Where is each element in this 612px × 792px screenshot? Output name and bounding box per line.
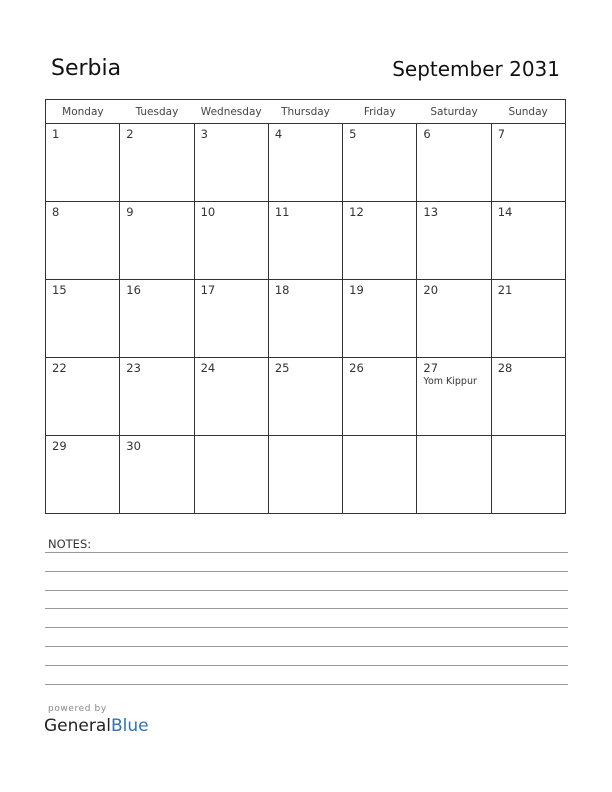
day-number: 12 <box>349 205 364 219</box>
day-number: 20 <box>423 283 439 297</box>
day-cell <box>194 358 268 436</box>
day-cell <box>417 358 491 436</box>
day-cell <box>343 202 417 280</box>
day-number: 10 <box>200 205 216 219</box>
day-number: 21 <box>497 283 513 297</box>
brand-first: General <box>44 716 111 736</box>
weekday-header-row <box>46 100 566 124</box>
day-cell <box>194 124 268 202</box>
note-line <box>45 552 568 553</box>
week-row <box>46 202 566 280</box>
notes-label: NOTES: <box>48 537 92 551</box>
week-row <box>46 436 566 514</box>
day-number: 14 <box>497 205 513 219</box>
day-number: 11 <box>274 205 290 219</box>
day-cell <box>120 202 194 280</box>
day-cell <box>46 280 120 358</box>
day-number: 30 <box>126 439 141 453</box>
day-cell <box>343 124 417 202</box>
day-number: 26 <box>349 361 364 375</box>
day-number: 28 <box>497 361 513 375</box>
day-number: 6 <box>423 127 431 141</box>
day-cell <box>491 202 565 280</box>
note-line <box>45 665 568 666</box>
day-cell <box>343 436 417 514</box>
day-number: 19 <box>349 283 364 297</box>
note-line <box>45 646 568 647</box>
day-cell <box>491 436 565 514</box>
day-number: 16 <box>126 283 141 297</box>
holiday-label: Yom Kippur <box>423 376 477 387</box>
calendar-grid <box>45 99 566 514</box>
day-cell <box>120 436 194 514</box>
weekday-header: Monday <box>46 100 120 124</box>
month-year-title: September 2031 <box>392 57 560 81</box>
note-line <box>45 627 568 628</box>
day-cell <box>120 124 194 202</box>
powered-by-text: powered by <box>48 704 107 714</box>
day-cell <box>343 280 417 358</box>
day-cell <box>417 124 491 202</box>
day-number: 24 <box>200 361 216 375</box>
day-cell <box>46 202 120 280</box>
country-title: Serbia <box>51 56 122 81</box>
day-cell <box>268 436 342 514</box>
day-cell <box>417 280 491 358</box>
day-cell <box>194 280 268 358</box>
day-cell <box>491 280 565 358</box>
day-number: 17 <box>200 283 216 297</box>
day-cell <box>268 124 342 202</box>
weekday-header: Saturday <box>417 100 491 124</box>
day-number: 27 <box>423 361 439 375</box>
day-number: 29 <box>52 439 67 453</box>
day-number: 15 <box>52 283 67 297</box>
note-line <box>45 590 568 591</box>
day-cell <box>194 202 268 280</box>
day-cell <box>491 124 565 202</box>
day-cell <box>194 436 268 514</box>
day-cell <box>268 280 342 358</box>
weekday-header: Sunday <box>491 100 565 124</box>
day-cell <box>491 358 565 436</box>
day-cell <box>120 358 194 436</box>
day-number: 25 <box>274 361 290 375</box>
note-line <box>45 608 568 609</box>
day-number: 1 <box>52 127 60 141</box>
day-number: 9 <box>126 205 134 219</box>
generalblue-logo[interactable] <box>44 716 149 736</box>
weekday-header: Friday <box>343 100 417 124</box>
day-number: 5 <box>349 127 357 141</box>
note-line <box>45 571 568 572</box>
day-cell <box>46 124 120 202</box>
day-number: 7 <box>497 127 506 141</box>
day-cell <box>268 358 342 436</box>
day-cell <box>343 358 417 436</box>
day-cell <box>417 202 491 280</box>
day-cell <box>417 436 491 514</box>
day-number: 4 <box>274 127 283 141</box>
day-number: 8 <box>52 205 60 219</box>
day-number: 13 <box>423 205 439 219</box>
note-line <box>45 684 568 685</box>
weekday-header: Thursday <box>268 100 342 124</box>
week-row <box>46 358 566 436</box>
day-number: 18 <box>274 283 290 297</box>
weekday-header: Wednesday <box>194 100 268 124</box>
day-number: 22 <box>52 361 67 375</box>
brand-second: Blue <box>111 716 149 736</box>
day-cell <box>46 436 120 514</box>
day-number: 3 <box>200 127 208 141</box>
weekday-header: Tuesday <box>120 100 194 124</box>
week-row <box>46 124 566 202</box>
day-cell <box>120 280 194 358</box>
day-cell <box>268 202 342 280</box>
day-number: 2 <box>126 127 134 141</box>
day-number: 23 <box>126 361 141 375</box>
day-cell <box>46 358 120 436</box>
week-row <box>46 280 566 358</box>
